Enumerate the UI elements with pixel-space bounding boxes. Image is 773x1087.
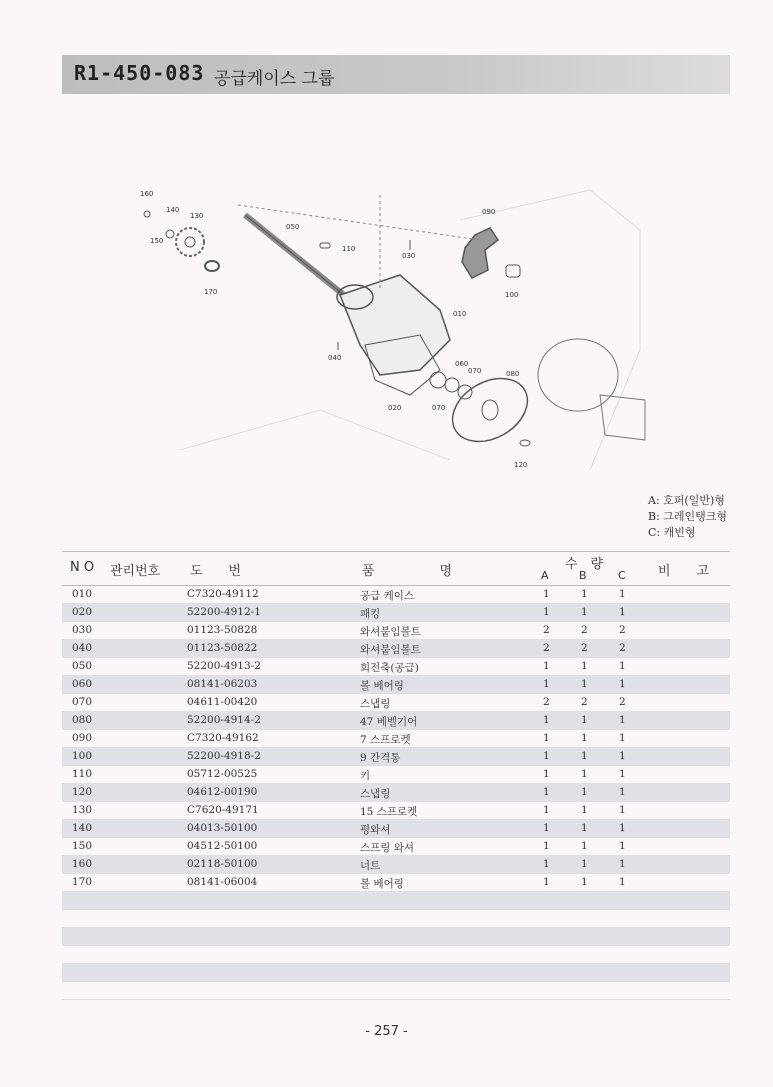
part-number-cell: 060 — [72, 678, 93, 690]
table-row — [62, 784, 730, 802]
qty-a-cell: 1 — [543, 750, 550, 762]
drawing-number-cell: 04512-50100 — [187, 840, 258, 852]
callout-060: 060 — [455, 360, 469, 368]
part-name-cell: 너트 — [360, 860, 381, 872]
callout-070: 070 — [468, 367, 482, 375]
part-name-cell: 47 베벨기어 — [360, 716, 418, 728]
qty-b-cell: 1 — [581, 822, 588, 834]
callout-070b: 070 — [432, 404, 446, 412]
table-row — [62, 622, 730, 640]
drawing-number-cell: 04612-00190 — [187, 786, 258, 798]
callout-110: 110 — [342, 245, 356, 253]
qty-b-cell: 1 — [581, 804, 588, 816]
callout-150: 150 — [150, 237, 164, 245]
qty-c-cell: 1 — [619, 660, 626, 672]
callout-140: 140 — [166, 206, 180, 214]
part-number-cell: 110 — [72, 768, 93, 780]
header-quantity: 수 량 — [565, 557, 604, 572]
header-mgmt-number: 관리번호 — [110, 564, 161, 579]
qty-a-cell: 1 — [543, 858, 550, 870]
table-row — [62, 748, 730, 766]
qty-c-cell: 1 — [619, 822, 626, 834]
callout-100: 100 — [505, 291, 519, 299]
qty-a-cell: 1 — [543, 606, 550, 618]
table-row — [62, 640, 730, 658]
qty-a-cell: 1 — [543, 804, 550, 816]
part-name-cell: 스프링 와셔 — [360, 842, 415, 854]
part-number-cell: 140 — [72, 822, 93, 834]
drawing-number-cell: 01123-50822 — [187, 642, 258, 654]
qty-c-cell: 1 — [619, 786, 626, 798]
header-qty-c: C — [618, 569, 626, 582]
qty-c-cell: 1 — [619, 750, 626, 762]
table-row — [62, 658, 730, 676]
part-number-cell: 010 — [72, 588, 93, 600]
table-row — [62, 802, 730, 820]
callout-030: 030 — [402, 252, 416, 260]
qty-c-cell: 1 — [619, 768, 626, 780]
callout-040: 040 — [328, 354, 342, 362]
drawing-number-cell: 52200-4914-2 — [187, 714, 261, 726]
qty-c-cell: 1 — [619, 588, 626, 600]
qty-a-cell: 1 — [543, 678, 550, 690]
callout-080: 080 — [506, 370, 520, 378]
qty-c-cell: 1 — [619, 678, 626, 690]
qty-b-cell: 1 — [581, 732, 588, 744]
part-number-cell: 120 — [72, 786, 93, 798]
qty-b-cell: 1 — [581, 876, 588, 888]
empty-table-row — [62, 946, 730, 964]
header-remarks: 비 고 — [658, 564, 710, 579]
part-name-cell: 15 스프로켓 — [360, 806, 418, 818]
part-name-cell: 7 스프로켓 — [360, 734, 411, 746]
drawing-number-cell: 52200-4913-2 — [187, 660, 261, 672]
legend-c: C: 캐빈형 — [648, 526, 696, 539]
qty-b-cell: 1 — [581, 768, 588, 780]
qty-b-cell: 1 — [581, 588, 588, 600]
table-row — [62, 604, 730, 622]
drawing-number-cell: 52200-4918-2 — [187, 750, 261, 762]
qty-b-cell: 1 — [581, 678, 588, 690]
callout-170: 170 — [204, 288, 218, 296]
part-name-cell: 회전축(공급) — [360, 662, 419, 674]
part-number-cell: 040 — [72, 642, 93, 654]
table-row — [62, 838, 730, 856]
callout-130: 130 — [190, 212, 204, 220]
part-number-cell: 160 — [72, 858, 93, 870]
table-row — [62, 766, 730, 784]
header-no: N O — [70, 560, 95, 575]
model-legend — [648, 493, 727, 541]
part-name-cell: 키 — [360, 770, 371, 782]
part-name-cell: 평와셔 — [360, 824, 391, 836]
drawing-number-cell: 08141-06203 — [187, 678, 258, 690]
qty-b-cell: 2 — [581, 642, 588, 654]
drawing-number-cell: 02118-50100 — [187, 858, 258, 870]
drawing-number-cell: 52200-4912-1 — [187, 606, 261, 618]
qty-a-cell: 1 — [543, 714, 550, 726]
drawing-number-cell: 08141-06004 — [187, 876, 258, 888]
part-name-cell: 와셔붙임볼트 — [360, 626, 421, 638]
part-number-cell: 030 — [72, 624, 93, 636]
part-number-cell: 070 — [72, 696, 93, 708]
callout-120: 120 — [514, 461, 528, 469]
part-group-code: R1-450-083 — [74, 61, 205, 85]
qty-c-cell: 1 — [619, 876, 626, 888]
qty-a-cell: 1 — [543, 822, 550, 834]
part-name-cell: 볼 베어링 — [360, 680, 404, 692]
part-number-cell: 020 — [72, 606, 93, 618]
part-number-cell: 150 — [72, 840, 93, 852]
part-name-cell: 스냅링 — [360, 788, 391, 800]
qty-b-cell: 1 — [581, 786, 588, 798]
qty-c-cell: 1 — [619, 804, 626, 816]
qty-b-cell: 1 — [581, 606, 588, 618]
qty-c-cell: 2 — [619, 642, 626, 654]
qty-a-cell: 2 — [543, 624, 550, 636]
empty-table-row — [62, 928, 730, 946]
table-row — [62, 712, 730, 730]
table-row — [62, 676, 730, 694]
callout-010: 010 — [453, 310, 467, 318]
part-number-cell: 090 — [72, 732, 93, 744]
part-number-cell: 130 — [72, 804, 93, 816]
table-header — [62, 551, 730, 586]
qty-c-cell: 1 — [619, 840, 626, 852]
qty-a-cell: 1 — [543, 876, 550, 888]
callout-020: 020 — [388, 404, 402, 412]
header-part-name: 품 명 — [362, 564, 453, 579]
qty-b-cell: 2 — [581, 624, 588, 636]
part-name-cell: 9 간격통 — [360, 752, 401, 764]
legend-b: B: 그레인탱크형 — [648, 510, 728, 523]
callout-160: 160 — [140, 190, 154, 198]
empty-table-row — [62, 892, 730, 910]
table-body — [62, 586, 730, 1000]
header-qty-b: B — [579, 569, 587, 582]
qty-a-cell: 1 — [543, 660, 550, 672]
table-row — [62, 820, 730, 838]
qty-c-cell: 2 — [619, 624, 626, 636]
part-name-cell: 공급 케이스 — [360, 590, 415, 602]
drawing-number-cell: 05712-00525 — [187, 768, 258, 780]
qty-b-cell: 2 — [581, 696, 588, 708]
table-row — [62, 586, 730, 604]
exploded-parts-diagram — [120, 170, 660, 480]
header-qty-a: A — [541, 569, 549, 582]
qty-a-cell: 1 — [543, 588, 550, 600]
qty-a-cell: 2 — [543, 642, 550, 654]
legend-a: A: 호퍼(일반)형 — [648, 494, 725, 507]
qty-b-cell: 1 — [581, 858, 588, 870]
part-group-title: 공급케이스 그룹 — [214, 69, 335, 89]
drawing-number-cell: C7320-49162 — [187, 732, 259, 744]
qty-b-cell: 1 — [581, 714, 588, 726]
table-row — [62, 874, 730, 892]
qty-b-cell: 1 — [581, 660, 588, 672]
qty-a-cell: 1 — [543, 786, 550, 798]
drawing-number-cell: 04013-50100 — [187, 822, 258, 834]
part-name-cell: 스냅링 — [360, 698, 391, 710]
qty-c-cell: 1 — [619, 732, 626, 744]
qty-c-cell: 2 — [619, 696, 626, 708]
empty-table-row — [62, 910, 730, 928]
callout-090: 090 — [482, 208, 496, 216]
qty-b-cell: 1 — [581, 840, 588, 852]
drawing-number-cell: C7320-49112 — [187, 588, 259, 600]
empty-table-row — [62, 982, 730, 1000]
header-drawing-number: 도 번 — [190, 564, 242, 579]
qty-a-cell: 1 — [543, 840, 550, 852]
qty-a-cell: 2 — [543, 696, 550, 708]
callout-050: 050 — [286, 223, 300, 231]
table-row — [62, 730, 730, 748]
header-bar — [62, 55, 730, 94]
part-number-cell: 050 — [72, 660, 93, 672]
qty-c-cell: 1 — [619, 606, 626, 618]
empty-table-row — [62, 964, 730, 982]
part-name-cell: 와셔붙임볼트 — [360, 644, 421, 656]
drawing-number-cell: 01123-50828 — [187, 624, 258, 636]
qty-a-cell: 1 — [543, 768, 550, 780]
parts-table — [62, 551, 730, 1000]
table-row — [62, 856, 730, 874]
qty-c-cell: 1 — [619, 714, 626, 726]
part-number-cell: 100 — [72, 750, 93, 762]
table-row — [62, 694, 730, 712]
drawing-number-cell: 04611-00420 — [187, 696, 258, 708]
qty-a-cell: 1 — [543, 732, 550, 744]
part-number-cell: 080 — [72, 714, 93, 726]
qty-b-cell: 1 — [581, 750, 588, 762]
qty-c-cell: 1 — [619, 858, 626, 870]
drawing-number-cell: C7620-49171 — [187, 804, 259, 816]
part-number-cell: 170 — [72, 876, 93, 888]
part-name-cell: 볼 베어링 — [360, 878, 404, 890]
part-name-cell: 패킹 — [360, 608, 381, 620]
page-number: - 257 - — [365, 1024, 408, 1039]
